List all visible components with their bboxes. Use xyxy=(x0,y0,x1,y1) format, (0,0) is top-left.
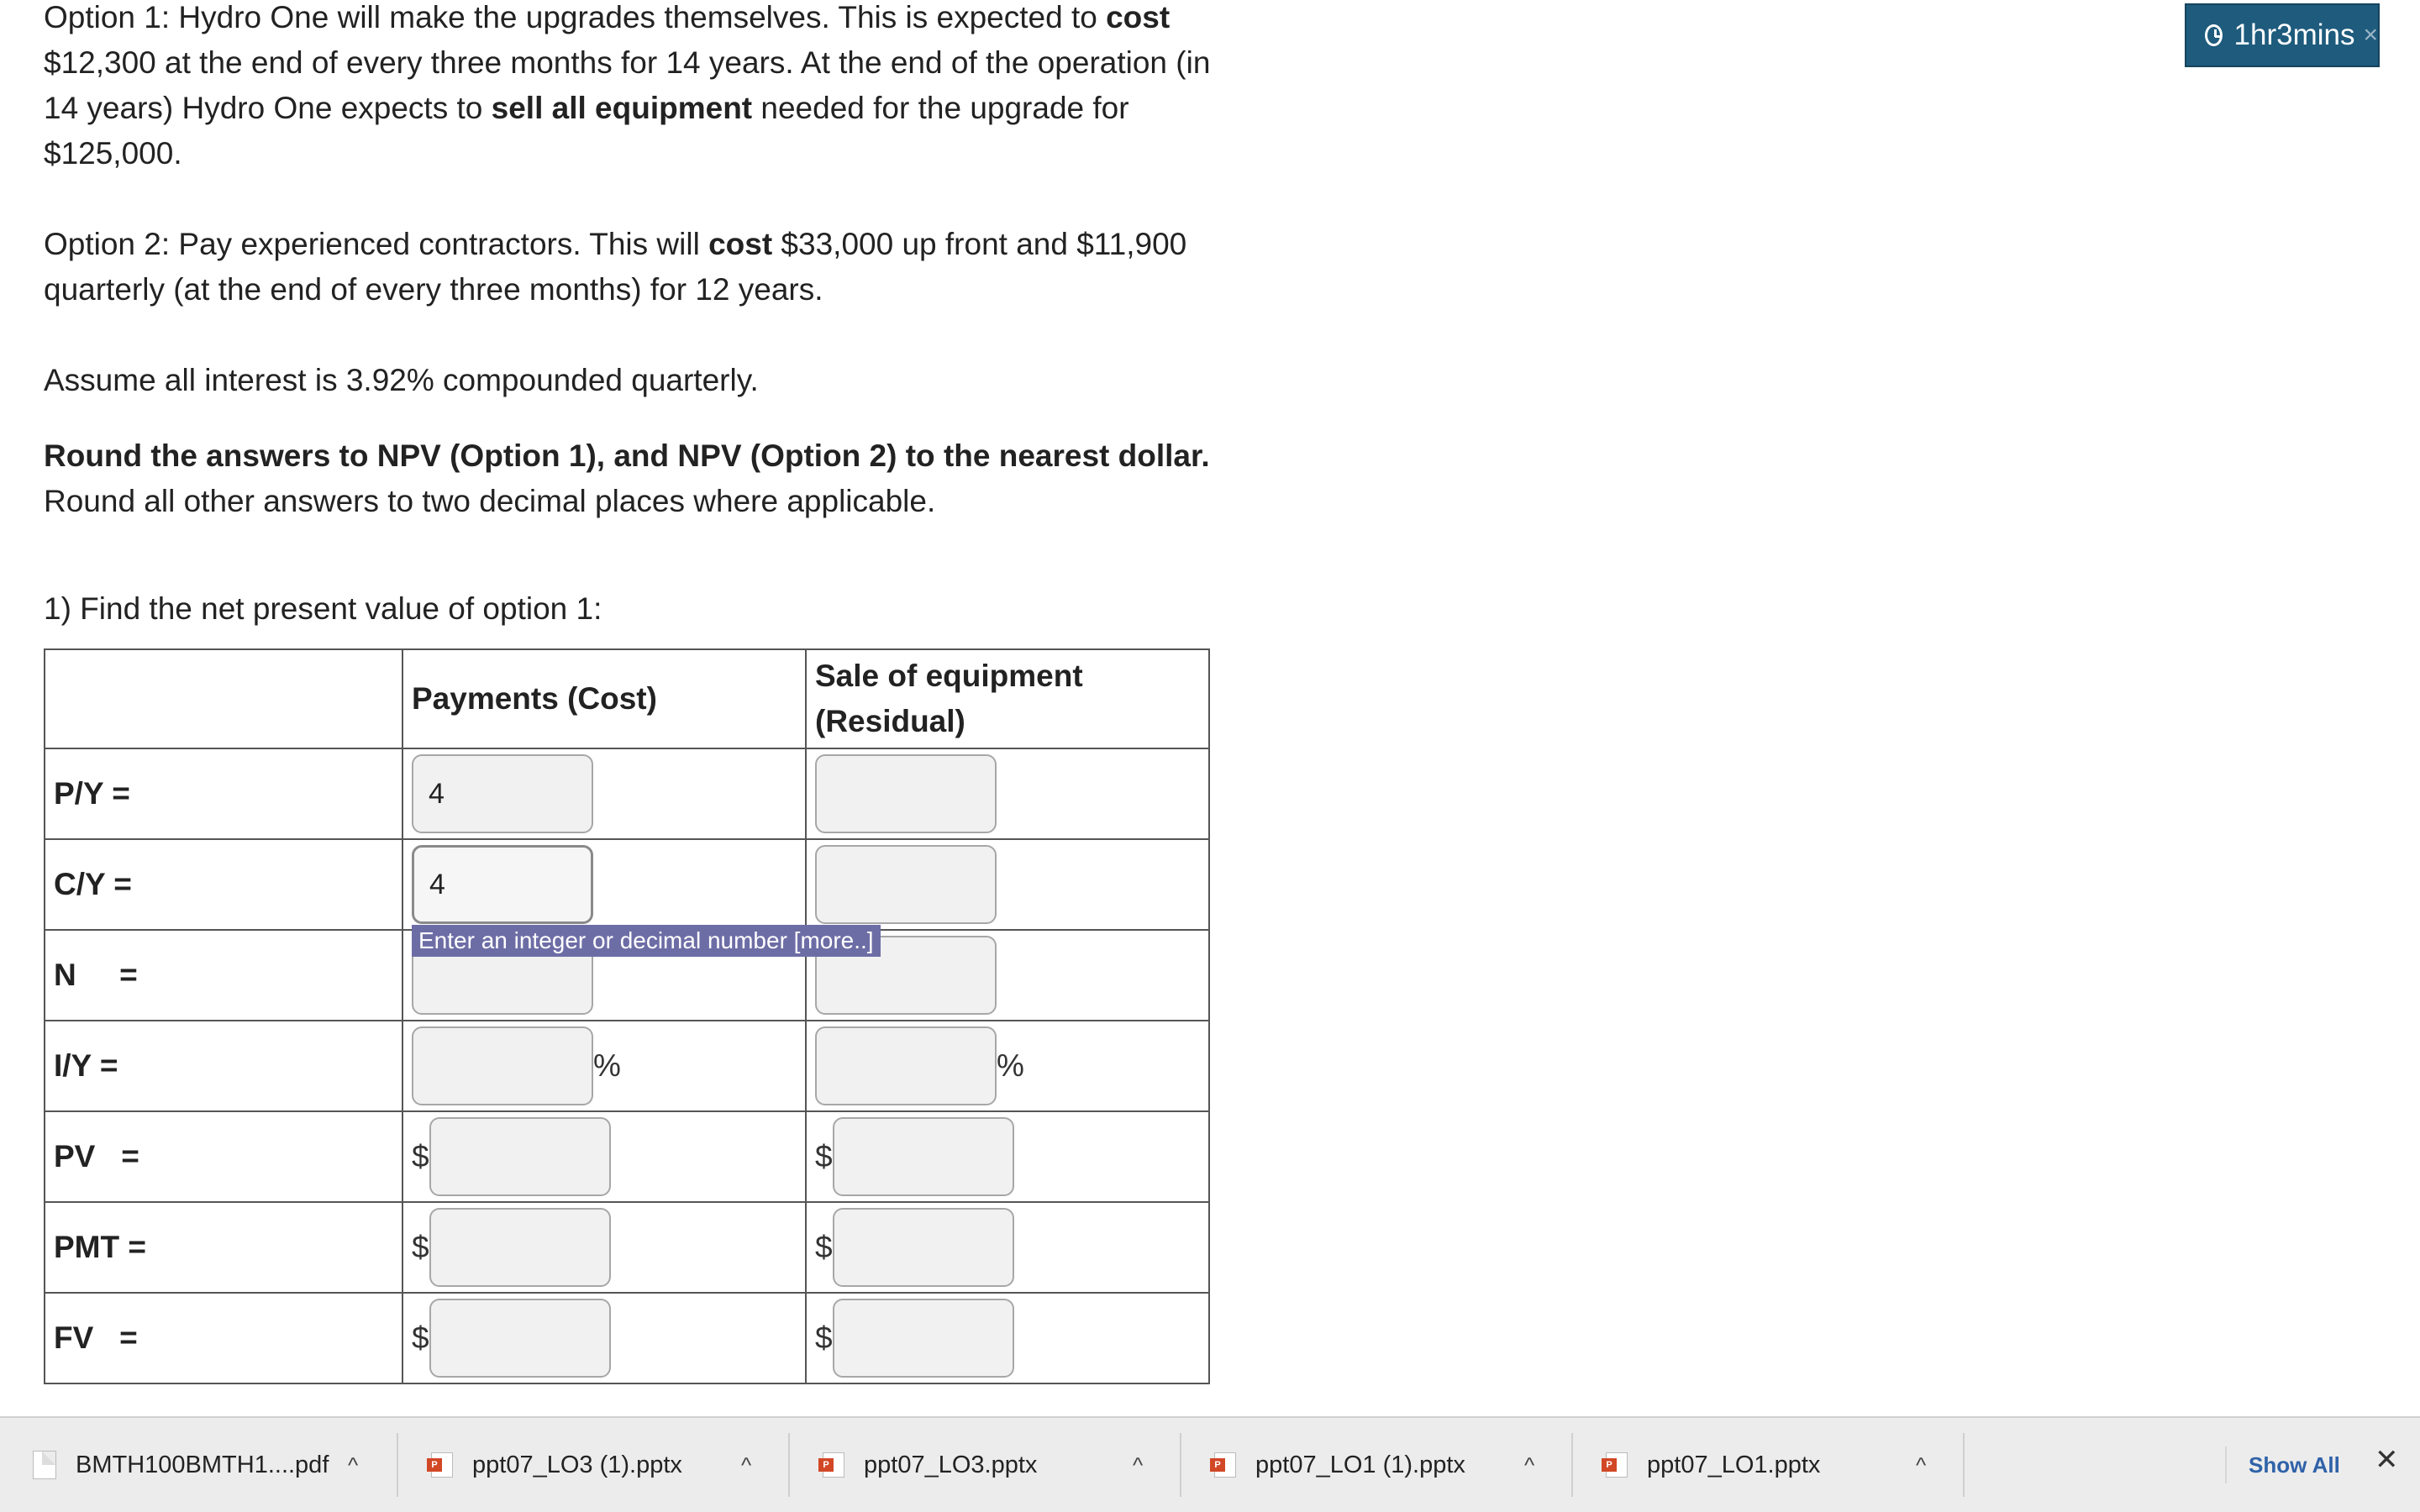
chevron-up-icon[interactable]: ^ xyxy=(348,1452,359,1478)
header-empty xyxy=(45,649,402,748)
table-row-pmt xyxy=(45,1202,1209,1293)
pmt-payments-input[interactable] xyxy=(429,1208,611,1287)
chevron-up-icon[interactable]: ^ xyxy=(1524,1452,1535,1478)
download-item[interactable] xyxy=(1181,1418,1571,1512)
option2-line2: quarterly (at the end of every three months) for 12 years. xyxy=(44,272,823,307)
cy-sale-input[interactable] xyxy=(815,845,997,924)
py-payments-input[interactable] xyxy=(412,754,593,833)
py-sale-input[interactable] xyxy=(815,754,997,833)
header-sale: Sale of equipment (Residual) xyxy=(806,649,1209,748)
row-label-n: N = xyxy=(45,930,402,1021)
download-filename: ppt07_LO1 (1).pptx xyxy=(1255,1451,1465,1478)
download-filename: BMTH100BMTH1....pdf xyxy=(76,1451,329,1478)
row-label-pmt: PMT = xyxy=(45,1202,402,1293)
row-label-cy: C/Y = xyxy=(45,839,402,930)
pmt-sale-input[interactable] xyxy=(833,1208,1014,1287)
divider xyxy=(1963,1433,1965,1497)
close-downloads-icon[interactable]: ✕ xyxy=(2375,1444,2399,1476)
pptx-file-icon: P xyxy=(823,1453,844,1477)
timer-text: 1hr3mins xyxy=(2233,18,2355,51)
pptx-file-icon: P xyxy=(432,1453,452,1477)
fv-sale-input[interactable] xyxy=(833,1299,1014,1378)
dollar-sign: $ xyxy=(815,1230,833,1264)
row-label-fv: FV = xyxy=(45,1293,402,1383)
chevron-up-icon[interactable]: ^ xyxy=(1133,1452,1144,1478)
table-row-cy xyxy=(45,839,1209,930)
download-item[interactable] xyxy=(1573,1418,1963,1512)
row-label-py: P/Y = xyxy=(45,748,402,839)
table-row-iy xyxy=(45,1021,1209,1111)
iy-sale-input[interactable] xyxy=(815,1026,997,1105)
download-item[interactable] xyxy=(398,1418,788,1512)
timer-badge[interactable] xyxy=(2185,3,2380,67)
rounding-instruction-bold: Round the answers to NPV (Option 1), and NPV (Option 2) to the nearest dollar. xyxy=(44,438,1210,473)
tvm-table xyxy=(44,648,1210,1384)
option1-line1: Option 1: Hydro One will make the upgrades themselves. This is expected to cost xyxy=(44,0,1171,34)
fv-payments-input[interactable] xyxy=(429,1299,611,1378)
option1-line4: $125,000. xyxy=(44,136,182,171)
download-filename: ppt07_LO3.pptx xyxy=(864,1451,1038,1478)
dollar-sign: $ xyxy=(412,1320,429,1355)
interest-statement: Assume all interest is 3.92% compounded quarterly. xyxy=(44,363,759,397)
option2-line1: Option 2: Pay experienced contractors. This will cost $33,000 up front and $11,900 xyxy=(44,227,1187,261)
download-filename: ppt07_LO1.pptx xyxy=(1647,1451,1821,1478)
row-label-iy: I/Y = xyxy=(45,1021,402,1111)
option1-line3: 14 years) Hydro One expects to sell all equipment needed for the upgrade for xyxy=(44,91,1129,125)
input-hint-tooltip[interactable]: Enter an integer or decimal number [more..] xyxy=(412,925,881,957)
show-all-button[interactable]: Show All xyxy=(2225,1446,2362,1483)
dollar-sign: $ xyxy=(412,1139,429,1173)
chevron-up-icon[interactable]: ^ xyxy=(1916,1452,1927,1478)
percent-sign: % xyxy=(997,1048,1024,1083)
iy-payments-input[interactable] xyxy=(412,1026,593,1105)
header-payments: Payments (Cost) xyxy=(402,649,806,748)
percent-sign: % xyxy=(593,1048,621,1083)
cy-payments-input[interactable] xyxy=(412,845,593,924)
question-1-label: 1) Find the net present value of option 1: xyxy=(44,591,602,626)
downloads-bar xyxy=(0,1416,2420,1512)
pv-payments-input[interactable] xyxy=(429,1117,611,1196)
clock-icon xyxy=(2205,24,2223,46)
pptx-file-icon: P xyxy=(1607,1453,1627,1477)
option1-line2: $12,300 at the end of every three months for 14 years. At the end of the operation (in xyxy=(44,45,1211,80)
dollar-sign: $ xyxy=(815,1320,833,1355)
problem-text xyxy=(44,0,1220,524)
table-row-py xyxy=(45,748,1209,839)
dollar-sign: $ xyxy=(412,1230,429,1264)
timer-close-icon[interactable]: × xyxy=(2363,21,2378,49)
download-item[interactable] xyxy=(790,1418,1180,1512)
pdf-file-icon xyxy=(34,1452,55,1478)
download-item[interactable] xyxy=(0,1418,395,1512)
table-row-pv xyxy=(45,1111,1209,1202)
chevron-up-icon[interactable]: ^ xyxy=(741,1452,752,1478)
table-row-fv xyxy=(45,1293,1209,1383)
pptx-file-icon: P xyxy=(1215,1453,1235,1477)
download-filename: ppt07_LO3 (1).pptx xyxy=(472,1451,682,1478)
dollar-sign: $ xyxy=(815,1139,833,1173)
row-label-pv: PV = xyxy=(45,1111,402,1202)
rounding-instruction: Round all other answers to two decimal places where applicable. xyxy=(44,484,936,518)
pv-sale-input[interactable] xyxy=(833,1117,1014,1196)
